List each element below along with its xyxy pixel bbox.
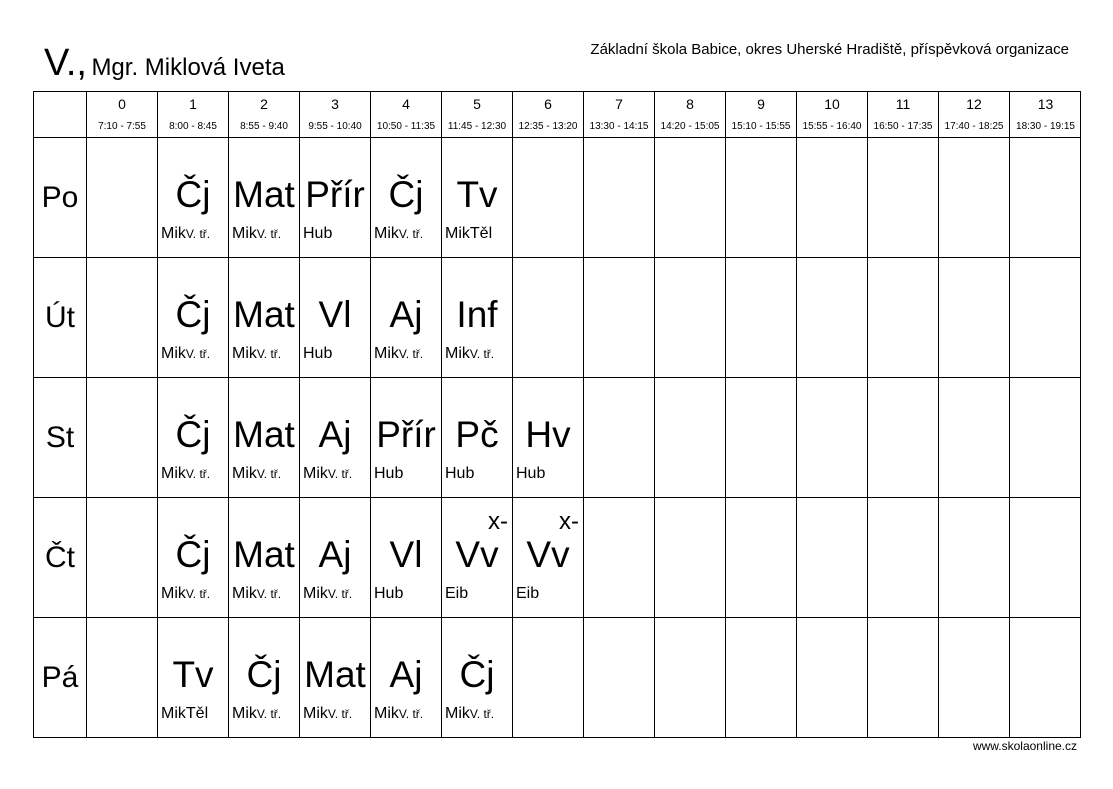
lesson-cell xyxy=(300,378,371,498)
empty-cell xyxy=(797,258,868,378)
lesson-meta xyxy=(374,466,403,482)
lesson-meta xyxy=(445,226,492,242)
lesson-subject: Hv xyxy=(525,414,571,455)
lesson-teacher: Hub xyxy=(374,585,404,602)
lesson-meta xyxy=(161,586,210,602)
period-time: 12:35 - 13:20 xyxy=(518,121,578,132)
lesson-room: V. tř. xyxy=(398,227,424,241)
empty-cell xyxy=(584,378,655,498)
lesson-cell xyxy=(158,498,229,618)
lesson-teacher: Hub xyxy=(445,465,475,482)
lesson-teacher: Mik xyxy=(232,465,257,482)
lesson-cell xyxy=(229,138,300,258)
lesson-subject: Mat xyxy=(233,294,295,335)
lesson-teacher: Mik xyxy=(161,345,186,362)
empty-cell xyxy=(868,138,939,258)
lesson-room: V. tř. xyxy=(256,587,282,601)
empty-cell xyxy=(513,618,584,738)
lesson-cell xyxy=(371,258,442,378)
lesson-subject: Aj xyxy=(318,414,352,455)
lesson-subject: Inf xyxy=(456,294,498,335)
empty-cell xyxy=(584,618,655,738)
empty-cell xyxy=(868,498,939,618)
period-header xyxy=(371,92,442,138)
empty-cell xyxy=(1010,618,1081,738)
empty-cell xyxy=(87,378,158,498)
lesson-subject: Čj xyxy=(246,654,282,695)
lesson-room: Těl xyxy=(469,225,493,242)
empty-cell xyxy=(868,258,939,378)
lesson-cell xyxy=(158,618,229,738)
lesson-teacher: Eib xyxy=(516,585,540,602)
empty-cell xyxy=(1010,138,1081,258)
lesson-meta xyxy=(516,586,539,602)
period-number: 2 xyxy=(260,96,268,112)
period-time: 18:30 - 19:15 xyxy=(1016,121,1075,132)
lesson-meta xyxy=(232,466,281,482)
empty-cell xyxy=(726,618,797,738)
lesson-cell xyxy=(229,498,300,618)
period-number: 3 xyxy=(331,96,339,112)
lesson-subject: Čj xyxy=(175,414,211,455)
lesson-subject: Aj xyxy=(389,294,423,335)
lesson-subject: Čj xyxy=(388,174,424,215)
period-time: 14:20 - 15:05 xyxy=(660,121,720,132)
day-label: Čt xyxy=(34,498,87,618)
empty-cell xyxy=(87,138,158,258)
lesson-teacher: Mik xyxy=(161,225,186,242)
empty-cell xyxy=(939,258,1010,378)
period-time: 7:10 - 7:55 xyxy=(98,121,146,132)
period-number: 4 xyxy=(402,96,410,112)
lesson-cell xyxy=(371,618,442,738)
lesson-cell xyxy=(442,258,513,378)
lesson-teacher: Mik xyxy=(445,345,470,362)
empty-cell xyxy=(655,378,726,498)
lesson-subject: Mat xyxy=(233,534,295,575)
period-number: 5 xyxy=(473,96,481,112)
day-label: Po xyxy=(34,138,87,258)
empty-cell xyxy=(1010,378,1081,498)
period-number: 9 xyxy=(757,96,765,112)
day-label: Út xyxy=(34,258,87,378)
lesson-cell xyxy=(158,378,229,498)
lesson-room: V. tř. xyxy=(185,347,211,361)
empty-cell xyxy=(584,138,655,258)
empty-cell xyxy=(939,138,1010,258)
lesson-subject: Vl xyxy=(389,534,423,575)
lesson-cell xyxy=(371,498,442,618)
lesson-teacher: Mik xyxy=(161,585,186,602)
period-time: 8:55 - 9:40 xyxy=(240,121,288,132)
empty-cell xyxy=(655,498,726,618)
period-time: 17:40 - 18:25 xyxy=(944,121,1004,132)
lesson-subject: Mat xyxy=(233,174,295,215)
period-header xyxy=(158,92,229,138)
lesson-subject: Aj xyxy=(389,654,423,695)
period-header xyxy=(655,92,726,138)
lesson-teacher: Mik xyxy=(303,705,328,722)
empty-cell xyxy=(584,258,655,378)
lesson-cell xyxy=(442,498,513,618)
lesson-room: V. tř. xyxy=(469,707,495,721)
lesson-cell xyxy=(371,378,442,498)
period-number: 10 xyxy=(824,96,840,112)
period-time: 11:45 - 12:30 xyxy=(447,121,507,132)
lesson-subject: Mat xyxy=(304,654,366,695)
empty-cell xyxy=(87,258,158,378)
empty-cell xyxy=(868,378,939,498)
lesson-teacher: Hub xyxy=(303,225,333,242)
lesson-meta xyxy=(232,226,281,242)
lesson-subject: Přír xyxy=(376,414,436,455)
lesson-teacher: Mik xyxy=(232,705,257,722)
lesson-teacher: Mik xyxy=(161,465,186,482)
lesson-subject: Tv xyxy=(456,174,498,215)
empty-cell xyxy=(87,618,158,738)
empty-cell xyxy=(513,258,584,378)
lesson-meta xyxy=(303,466,352,482)
lesson-cell xyxy=(513,498,584,618)
lesson-meta xyxy=(161,466,210,482)
day-label: St xyxy=(34,378,87,498)
period-header xyxy=(726,92,797,138)
lesson-teacher: Hub xyxy=(374,465,404,482)
lesson-room: V. tř. xyxy=(327,467,353,481)
empty-cell xyxy=(584,498,655,618)
period-header xyxy=(868,92,939,138)
empty-cell xyxy=(939,618,1010,738)
period-time: 8:00 - 8:45 xyxy=(169,121,217,132)
lesson-meta xyxy=(161,226,210,242)
lesson-room: V. tř. xyxy=(327,587,353,601)
lesson-subject: Čj xyxy=(175,174,211,215)
empty-cell xyxy=(797,618,868,738)
lesson-meta xyxy=(303,226,332,242)
lesson-meta xyxy=(516,466,545,482)
lesson-room: V. tř. xyxy=(185,227,211,241)
lesson-meta xyxy=(303,346,332,362)
empty-cell xyxy=(87,498,158,618)
lesson-subject: Pč xyxy=(455,414,499,455)
period-number: 1 xyxy=(189,96,197,112)
lesson-teacher: Mik xyxy=(232,225,257,242)
lesson-teacher: Eib xyxy=(445,585,469,602)
lesson-cell xyxy=(229,258,300,378)
lesson-subject: Vv xyxy=(526,534,570,575)
lesson-subject: Vl xyxy=(318,294,352,335)
empty-cell xyxy=(797,378,868,498)
period-header xyxy=(229,92,300,138)
lesson-meta xyxy=(445,586,468,602)
day-label: Pá xyxy=(34,618,87,738)
class-label: V., xyxy=(44,42,87,84)
lesson-room: V. tř. xyxy=(185,587,211,601)
lesson-teacher: Mik xyxy=(303,465,328,482)
empty-cell xyxy=(868,618,939,738)
lesson-room: V. tř. xyxy=(256,347,282,361)
lesson-meta xyxy=(303,586,352,602)
lesson-note: x- xyxy=(488,508,508,535)
lesson-room: V. tř. xyxy=(256,707,282,721)
lesson-room: V. tř. xyxy=(327,707,353,721)
lesson-subject: Čj xyxy=(175,294,211,335)
period-number: 12 xyxy=(966,96,982,112)
empty-cell xyxy=(655,138,726,258)
lesson-subject: Tv xyxy=(172,654,214,695)
lesson-cell xyxy=(442,378,513,498)
school-name: Základní škola Babice, okres Uherské Hradiště, příspěvková organizace xyxy=(590,41,1069,58)
lesson-room: Těl xyxy=(185,705,209,722)
empty-cell xyxy=(726,378,797,498)
period-header xyxy=(513,92,584,138)
lesson-room: V. tř. xyxy=(398,347,424,361)
empty-cell xyxy=(797,138,868,258)
lesson-meta xyxy=(445,346,494,362)
timetable-title xyxy=(44,44,285,82)
period-time: 9:55 - 10:40 xyxy=(308,121,362,132)
lesson-cell xyxy=(158,138,229,258)
lesson-teacher: Mik xyxy=(232,585,257,602)
lesson-teacher: Mik xyxy=(445,225,470,242)
empty-cell xyxy=(1010,258,1081,378)
lesson-meta xyxy=(445,466,474,482)
lesson-meta xyxy=(232,586,281,602)
lesson-meta xyxy=(232,706,281,722)
period-header xyxy=(939,92,1010,138)
lesson-teacher: Hub xyxy=(303,345,333,362)
empty-cell xyxy=(939,498,1010,618)
lesson-meta xyxy=(374,586,403,602)
lesson-subject: Čj xyxy=(175,534,211,575)
lesson-meta xyxy=(374,346,423,362)
lesson-cell xyxy=(300,258,371,378)
footer-link[interactable]: www.skolaonline.cz xyxy=(972,739,1077,753)
period-number: 6 xyxy=(544,96,552,112)
lesson-subject: Vv xyxy=(455,534,499,575)
lesson-subject: Čj xyxy=(459,654,495,695)
period-header xyxy=(584,92,655,138)
empty-cell xyxy=(726,258,797,378)
lesson-teacher: Hub xyxy=(516,465,546,482)
teacher-name: Mgr. Miklová Iveta xyxy=(91,54,285,81)
lesson-note: x- xyxy=(559,508,579,535)
period-header xyxy=(1010,92,1081,138)
lesson-cell xyxy=(442,618,513,738)
lesson-meta xyxy=(161,346,210,362)
corner-cell xyxy=(34,92,87,138)
period-time: 13:30 - 14:15 xyxy=(589,121,649,132)
empty-cell xyxy=(726,498,797,618)
lesson-cell xyxy=(229,618,300,738)
lesson-room: V. tř. xyxy=(256,467,282,481)
empty-cell xyxy=(939,378,1010,498)
empty-cell xyxy=(1010,498,1081,618)
lesson-cell xyxy=(229,378,300,498)
period-header xyxy=(442,92,513,138)
lesson-teacher: Mik xyxy=(374,345,399,362)
period-number: 0 xyxy=(118,96,126,112)
lesson-cell xyxy=(371,138,442,258)
lesson-teacher: Mik xyxy=(161,705,186,722)
empty-cell xyxy=(655,258,726,378)
timetable-grid xyxy=(33,91,1081,738)
empty-cell xyxy=(513,138,584,258)
period-number: 7 xyxy=(615,96,623,112)
period-header xyxy=(300,92,371,138)
lesson-teacher: Mik xyxy=(303,585,328,602)
period-number: 11 xyxy=(895,96,911,112)
period-time: 16:50 - 17:35 xyxy=(873,121,933,132)
lesson-cell xyxy=(442,138,513,258)
lesson-room: V. tř. xyxy=(185,467,211,481)
lesson-room: V. tř. xyxy=(256,227,282,241)
lesson-cell xyxy=(158,258,229,378)
lesson-teacher: Mik xyxy=(374,705,399,722)
lesson-meta xyxy=(374,706,423,722)
lesson-teacher: Mik xyxy=(232,345,257,362)
lesson-cell xyxy=(300,618,371,738)
lesson-meta xyxy=(374,226,423,242)
lesson-meta xyxy=(303,706,352,722)
lesson-teacher: Mik xyxy=(374,225,399,242)
period-number: 13 xyxy=(1037,96,1054,112)
period-number: 8 xyxy=(686,96,694,112)
lesson-cell xyxy=(300,498,371,618)
period-header xyxy=(87,92,158,138)
lesson-meta xyxy=(445,706,494,722)
lesson-subject: Aj xyxy=(318,534,352,575)
lesson-subject: Mat xyxy=(233,414,295,455)
empty-cell xyxy=(726,138,797,258)
empty-cell xyxy=(797,498,868,618)
lesson-cell xyxy=(300,138,371,258)
lesson-cell xyxy=(513,378,584,498)
lesson-room: V. tř. xyxy=(398,707,424,721)
lesson-subject: Přír xyxy=(305,174,365,215)
period-header xyxy=(797,92,868,138)
lesson-room: V. tř. xyxy=(469,347,495,361)
period-time: 15:55 - 16:40 xyxy=(802,121,862,132)
empty-cell xyxy=(655,618,726,738)
period-time: 10:50 - 11:35 xyxy=(376,121,436,132)
period-time: 15:10 - 15:55 xyxy=(731,121,791,132)
lesson-meta xyxy=(161,706,208,722)
lesson-teacher: Mik xyxy=(445,705,470,722)
lesson-meta xyxy=(232,346,281,362)
